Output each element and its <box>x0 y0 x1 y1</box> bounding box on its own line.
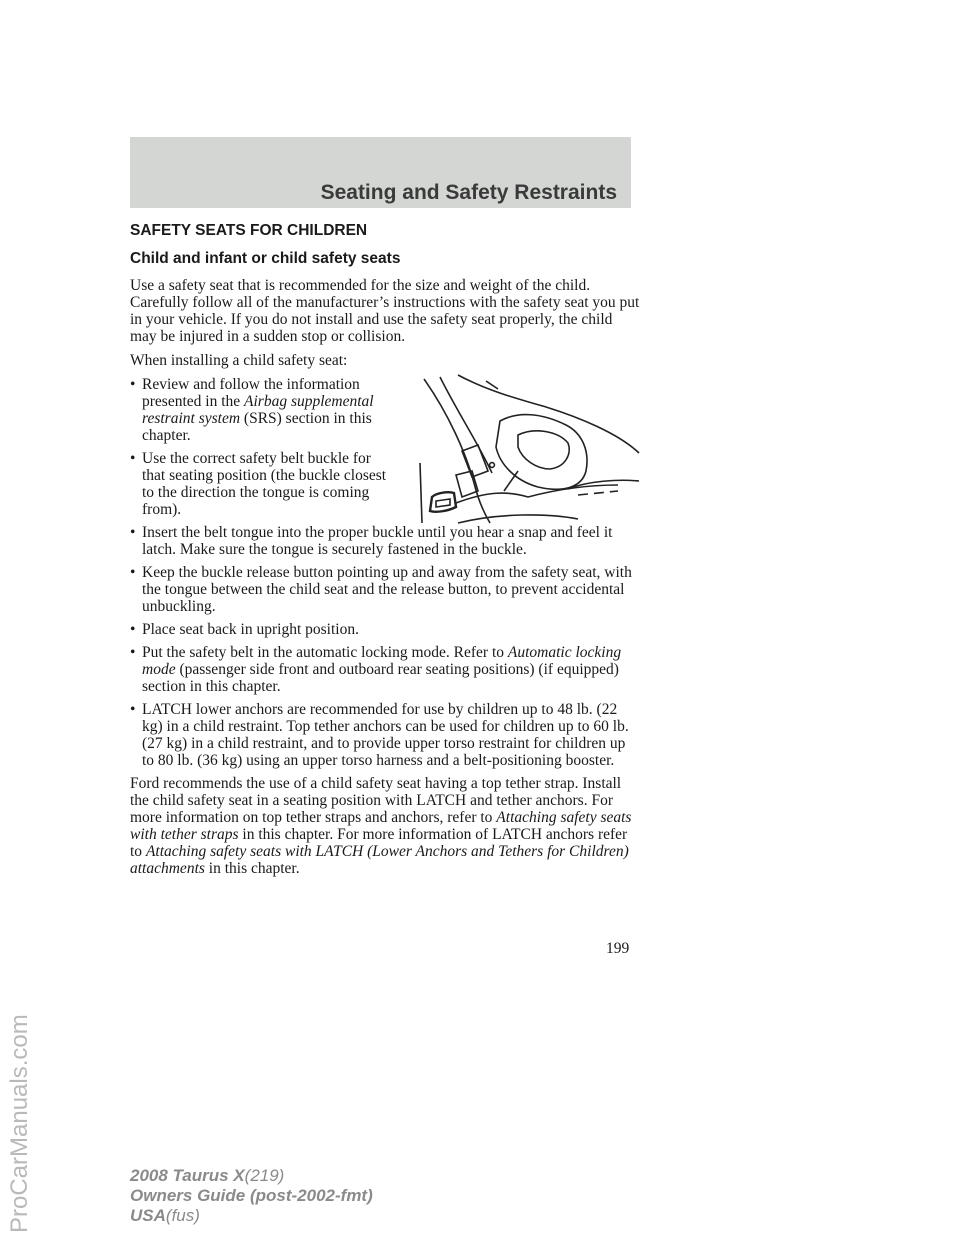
watermark-logo: ProCarManuals.com <box>6 1014 33 1233</box>
list-item: • Insert the belt tongue into the proper buckle until you hear a snap and feel it latch. Make sure the tongue is securely fastened in the buckle. <box>130 524 640 558</box>
document-footer: 2008 Taurus X(219) Owners Guide (post-2002-fmt) USA(fus) <box>130 1166 373 1225</box>
list-item: • Use the correct safety belt buckle for that seating position (the buckle closest to the direction the tongue is coming from). <box>130 450 397 518</box>
installing-lead: When installing a child safety seat: <box>130 352 348 369</box>
main-content <box>130 222 640 884</box>
list-item: • Put the safety belt in the automatic locking mode. Refer to Automatic locking mode (passenger side front and outboard rear seating positions) (if equipped) section in this chapter. <box>130 644 640 695</box>
list-item: • LATCH lower anchors are recommended for use by children up to 48 lb. (22 kg) in a child restraint. Top tether anchors can be used for children up to 60 lb. (27 kg) in a child restraint, and to provide upper torso restraint for children up to 80 lb. (36 kg) using an upper torso harness and a belt-positioning booster. <box>130 701 640 769</box>
main-heading: SAFETY SEATS FOR CHILDREN <box>130 222 368 239</box>
intro-paragraph: Use a safety seat that is recommended for the size and weight of the child. Carefully follow all of the manufacturer’s instructions with the safety seat you put in your vehicle. If you do not install and use the safety seat properly, the child may be injured in a sudden stop or collision. <box>130 277 640 345</box>
list-item: • Keep the buckle release button pointing up and away from the safety seat, with the tongue between the child seat and the release button, to prevent accidental unbuckling. <box>130 564 640 615</box>
page-number: 199 <box>606 940 630 957</box>
list-item: • Place seat back in upright position. <box>130 621 640 638</box>
safety-belt-buckle-illustration <box>418 373 640 525</box>
section-title: Seating and Safety Restraints <box>320 181 617 204</box>
sub-heading: Child and infant or child safety seats <box>130 250 401 267</box>
closing-paragraph: Ford recommends the use of a child safety seat having a top tether strap. Install the child safety seat in a seating position with LATCH and tether anchors. For more information on top tether straps and anchors, refer to Attaching safety seats with tether straps in this chapter. For more information of LATCH anchors refer to Attaching safety seats with LATCH (Lower Anchors and Tethers for Children) attachments in this chapter. <box>130 775 632 877</box>
list-item: • Review and follow the information presented in the Airbag supplemental restraint system (SRS) section in this chapter. <box>130 376 397 444</box>
section-header-band <box>130 137 631 208</box>
